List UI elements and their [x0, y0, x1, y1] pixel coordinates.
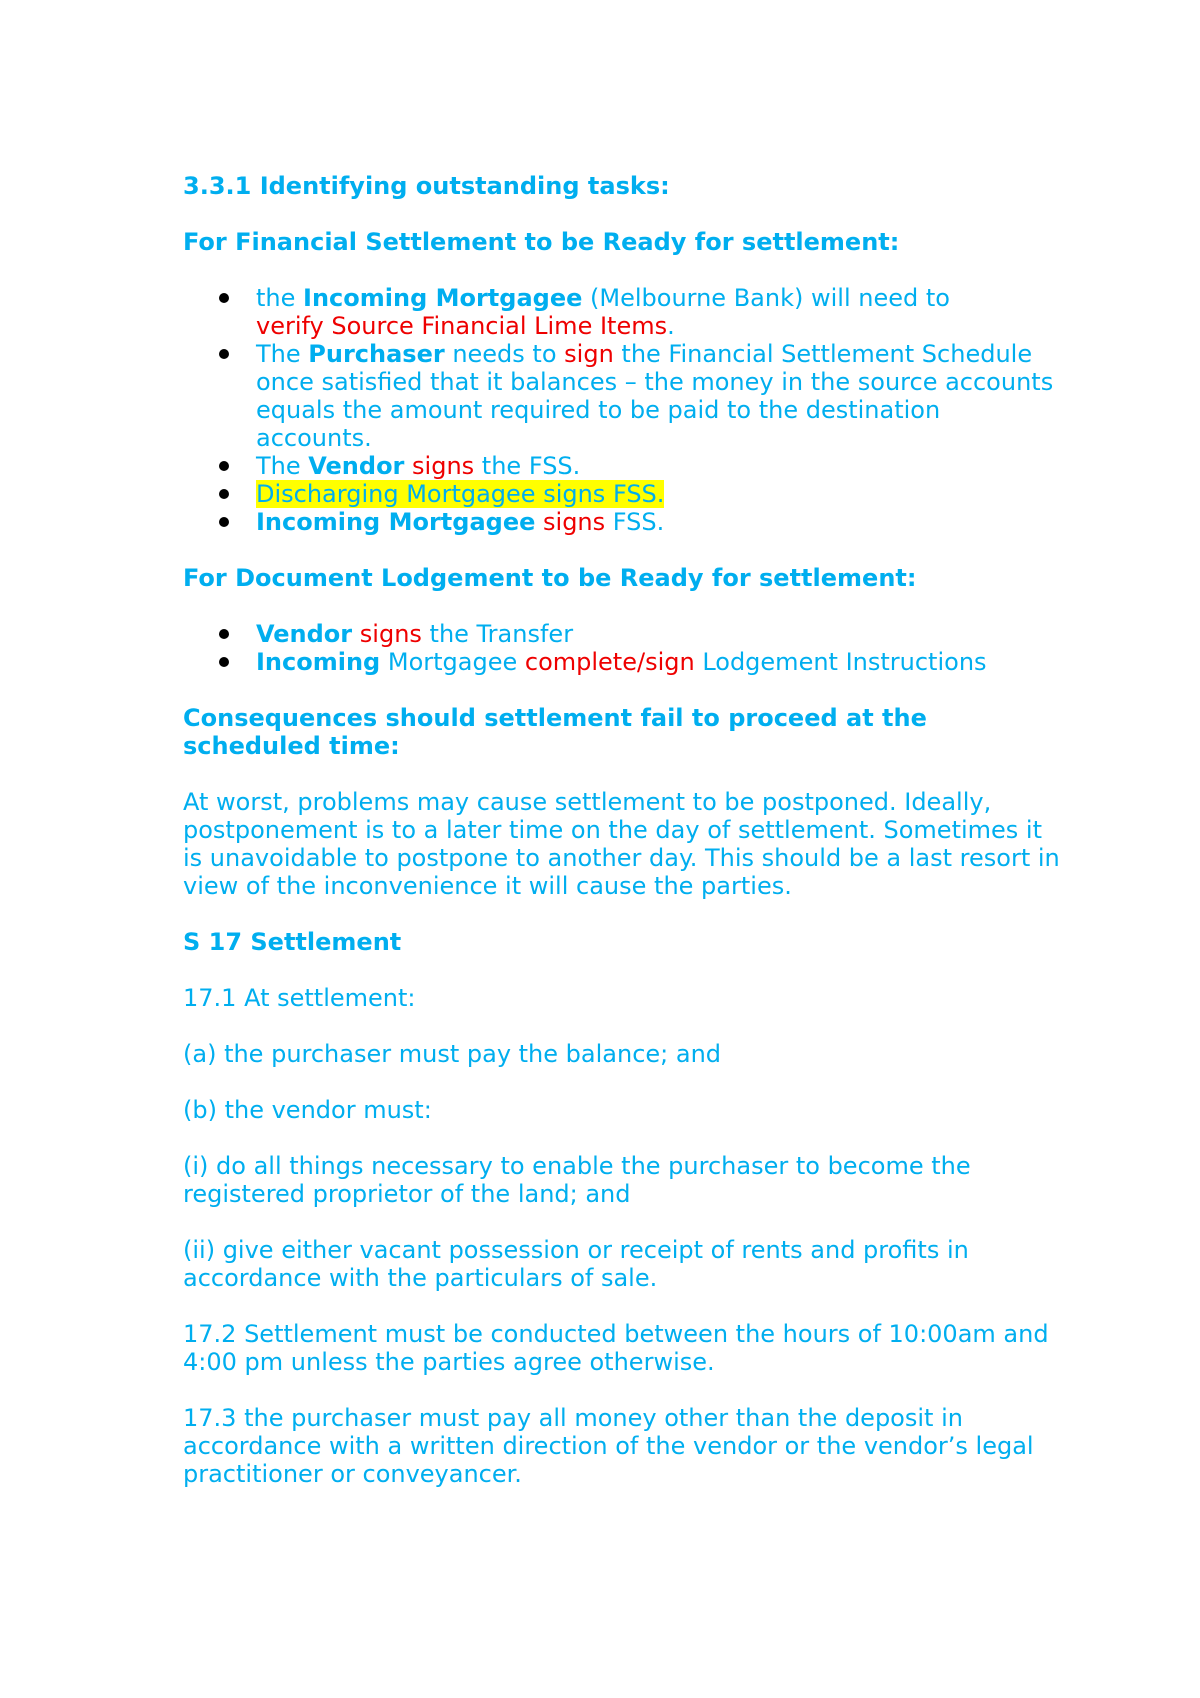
item-party: Incoming Mortgagee [303, 284, 583, 312]
clause-17-1-b: (b) the vendor must: [183, 1096, 432, 1124]
item-party: Incoming [256, 648, 381, 676]
item-party: Purchaser [308, 340, 445, 368]
item-action: signs [359, 620, 422, 648]
item-text [352, 620, 360, 648]
financial-settlement-list [183, 284, 1063, 536]
list-item [183, 284, 1063, 340]
s17-heading: S 17 Settlement [183, 928, 402, 956]
clause-17-3: 17.3 the purchaser must pay all money other than the deposit in accordance with a written direction of the vendor or the vendor’s legal practitioner or conveyancer. [183, 1404, 1034, 1488]
clause-17-1-b-i: (i) do all things necessary to enable the purchaser to become the registered proprietor of the land; and [183, 1152, 971, 1208]
clause-17-1-b-ii: (ii) give either vacant possession or receipt of rents and profits in accordance with the particulars of sale. [183, 1236, 969, 1292]
item-party: Vendor [308, 452, 405, 480]
list-item [183, 480, 1063, 508]
item-text: FSS. [605, 508, 665, 536]
item-text: needs to [444, 340, 565, 368]
list-item [183, 620, 1063, 648]
item-action: sign [564, 340, 614, 368]
consequences-heading: Consequences should settlement fail to proceed at the scheduled time: [183, 704, 927, 760]
highlighted-item-text: Discharging Mortgagee signs FSS. [256, 480, 665, 508]
document-page [183, 172, 1063, 1488]
item-text: The [256, 452, 309, 480]
item-text: Lodgement Instructions [694, 648, 987, 676]
clause-17-1: 17.1 At settlement: [183, 984, 416, 1012]
list-item [183, 648, 1063, 676]
clause-17-2: 17.2 Settlement must be conducted between the hours of 10:00am and 4:00 pm unless the parties agree otherwise. [183, 1320, 1049, 1376]
item-text: the Financial Settlement Schedule once satisfied that it balances – the money in the source accounts equals the amount required to be paid to the destination accounts. [256, 340, 1054, 452]
clause-17-1-a: (a) the purchaser must pay the balance; and [183, 1040, 722, 1068]
item-action: signs [543, 508, 606, 536]
list-item [183, 452, 1063, 480]
item-text [535, 508, 543, 536]
item-text [404, 452, 412, 480]
item-text: the FSS. [474, 452, 581, 480]
item-text: (Melbourne Bank) will need to [582, 284, 950, 312]
item-action: verify Source Financial Lime Items [256, 312, 668, 340]
list-item [183, 508, 1063, 536]
document-lodgement-heading: For Document Lodgement to be Ready for settlement: [183, 564, 917, 592]
item-text: the [256, 284, 304, 312]
section-heading: 3.3.1 Identifying outstanding tasks: [183, 172, 670, 200]
consequences-paragraph: At worst, problems may cause settlement to be postponed. Ideally, postponement is to a later time on the day of settlement. Sometimes it is unavoidable to postpone to another day. This should be a last resort in view of the inconvenience it will cause the parties. [183, 788, 1060, 900]
item-text: The [256, 340, 309, 368]
document-lodgement-list [183, 620, 1063, 676]
item-action: signs [412, 452, 475, 480]
financial-settlement-heading: For Financial Settlement to be Ready for settlement: [183, 228, 900, 256]
item-text: the Transfer [421, 620, 574, 648]
item-party: Vendor [256, 620, 353, 648]
item-party: Incoming Mortgagee [256, 508, 536, 536]
list-item [183, 340, 1063, 452]
item-text: . [667, 312, 675, 340]
item-action: complete/sign [524, 648, 695, 676]
item-text: Mortgagee [380, 648, 525, 676]
